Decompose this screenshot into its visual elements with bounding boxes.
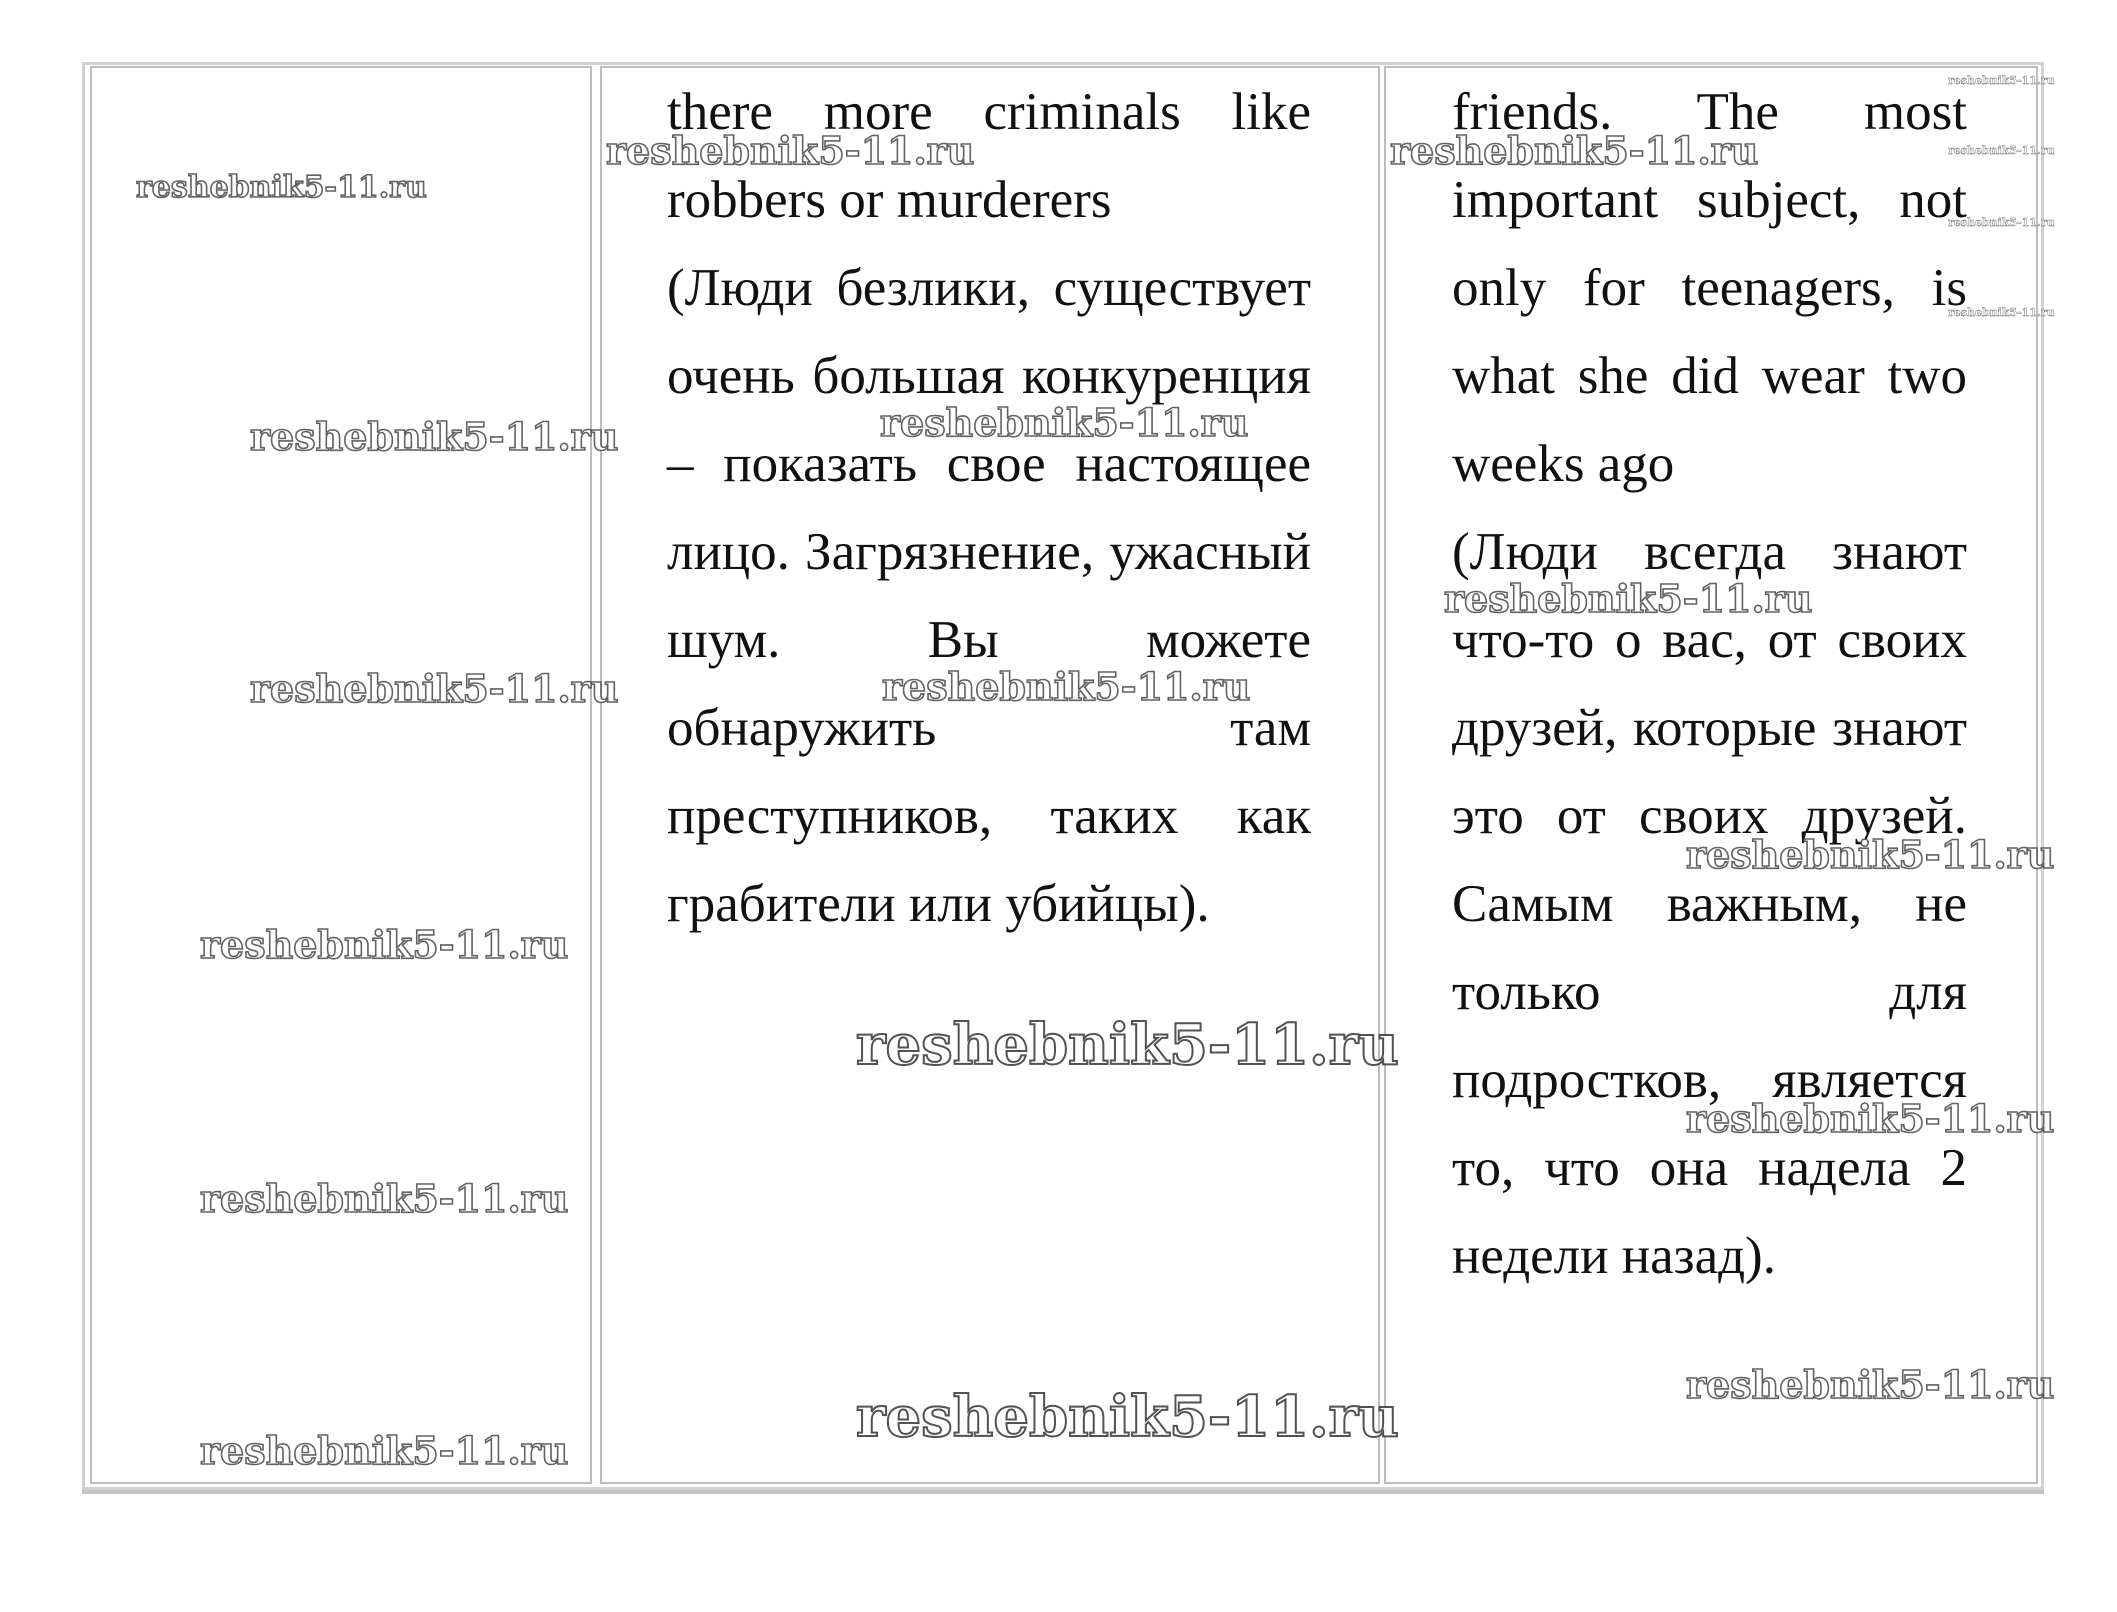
watermark: reshebnik5-11.ru — [1686, 832, 2055, 877]
watermark: reshebnik5-11.ru — [250, 666, 619, 711]
right-paragraph-russian: (Люди всегда знают что-то о вас, от своих друзей, которые знают это от своих друзей. Самым важным, не только для подростков, является то, что она надела 2 недели назад). — [1452, 523, 1967, 1285]
watermark: reshebnik5-11.ru — [1686, 1362, 2055, 1407]
middle-paragraph-english: there more criminals like robbers or murderers — [667, 83, 1311, 229]
watermark: reshebnik5-11.ru — [1948, 306, 2055, 319]
watermark: reshebnik5-11.ru — [856, 1012, 1399, 1078]
watermark: reshebnik5-11.ru — [880, 400, 1249, 445]
left-column — [90, 66, 592, 1484]
watermark: reshebnik5-11.ru — [1948, 144, 2055, 157]
middle-column-text — [667, 68, 1311, 948]
watermark: reshebnik5-11.ru — [200, 922, 569, 967]
frame-shadow — [82, 1490, 2044, 1494]
watermark: reshebnik5-11.ru — [1948, 74, 2055, 87]
right-paragraph-english: friends. The most important subject, not only for teenagers, is what she did wear two weeks ago — [1452, 83, 1967, 493]
middle-paragraph-russian: (Люди безлики, существует очень большая конкуренция – показать свое настоящее лицо. Загрязнение, ужасный шум. Вы можете обнаружить там преступников, таких как грабители или убийцы). — [667, 259, 1311, 933]
watermark: reshebnik5-11.ru — [606, 128, 975, 173]
watermark: reshebnik5-11.ru — [882, 664, 1251, 709]
watermark: reshebnik5-11.ru — [1444, 576, 1813, 621]
watermark: reshebnik5-11.ru — [250, 414, 619, 459]
watermark: reshebnik5-11.ru — [136, 170, 427, 205]
watermark: reshebnik5-11.ru — [1686, 1096, 2055, 1141]
watermark: reshebnik5-11.ru — [200, 1428, 569, 1473]
watermark: reshebnik5-11.ru — [200, 1176, 569, 1221]
watermark: reshebnik5-11.ru — [856, 1384, 1399, 1450]
watermark: reshebnik5-11.ru — [1390, 128, 1759, 173]
watermark: reshebnik5-11.ru — [1948, 216, 2055, 229]
